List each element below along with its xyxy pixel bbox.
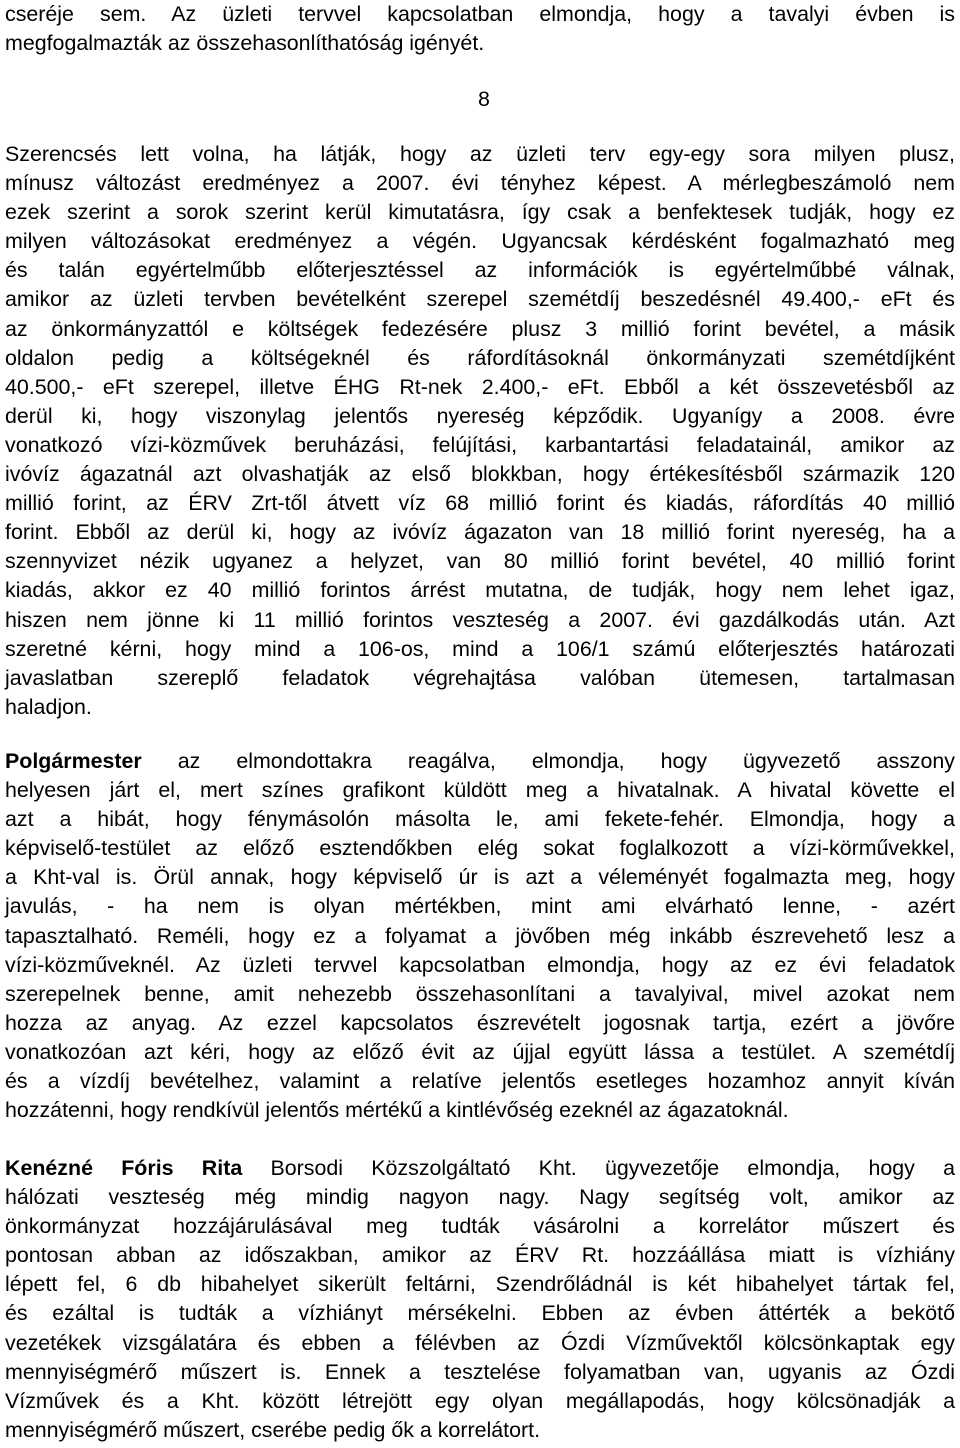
text-line: haladjon. [5,694,92,719]
text-line: mennyiségmérő műszert is. Ennek a tesztelése folyamatban van, ugyanis az Ózdi [5,1359,955,1384]
paragraph-director [5,1154,955,1445]
paragraph-intro [5,0,955,58]
text-line: oldalon pedig a költségeknél és ráfordításoknál önkormányzati szemétdíjként [5,345,955,370]
text-line: vonatkozóan azt kéri, hogy az előző évit az újjal együtt lássa a testület. A szemétdíj [5,1039,955,1064]
text-line: vízi-közműveknél. Az üzleti tervvel kapcsolatban elmondja, hogy az ez évi feladatok [5,952,955,977]
paragraph-comments [5,140,955,722]
text-line: ivóvíz ágazatnál azt olvashatják az első blokkban, hogy értékesítésből származik 120 [5,462,955,487]
text-line: hozza az anyag. Az ezzel kapcsolatos észrevételt jogosnak tartja, ezért a jövőre [5,1010,955,1035]
text-line-rest: az elmondottakra reagálva, elmondja, hogy ügyvezető asszony [141,749,955,773]
text-line: mennyiségmérő műszert, cserébe pedig ők a korrelátort. [5,1417,541,1442]
text-line: vezetékek vizsgálatára és ebben a félévben az Ózdi Vízművektől kölcsönkaptak egy [5,1330,955,1355]
text-line: 40.500,- eFt szerepel, illetve ÉHG Rt-nek 2.400,- eFt. Ebből a két összevetésből az [5,374,955,399]
text-line: helyesen járt el, mert színes grafikont küldött meg a hivatalnak. A hivatal követte el [5,778,955,803]
text-line: cseréje sem. Az üzleti tervvel kapcsolatban elmondja, hogy a tavalyi évben is [5,2,955,26]
text-line: javulás, - ha nem is olyan mértékben, mint ami elvárható lenne, - azért [5,894,955,919]
text-line-rest: Borsodi Közszolgáltató Kht. ügyvezetője elmondja, hogy a [242,1156,955,1180]
text-line: képviselő-testület az előző esztendőkben elég sokat foglalkozott a vízi-körművekkel, [5,836,955,861]
text-line: az önkormányzattól e költségek fedezésére plusz 3 millió forint bevétel, a másik [5,316,955,341]
text-line: tapasztalható. Reméli, hogy ez a folyamat a jövőben még inkább észrevehető lesz a [5,923,955,948]
text-line: azt a hibát, hogy fénymásolón másolta le, ami fekete-fehér. Elmondja, hogy a [5,807,955,832]
text-line: hálózati veszteség még mindig nagyon nagy. Nagy segítség volt, amikor az [5,1185,955,1210]
text-line: vonatkozó vízi-közművek beruházási, felújítási, karbantartási feladatainál, amikor az [5,432,955,457]
text-line: amikor az üzleti tervben bevételként szerepel szemétdíj beszedésnél 49.400,- eFt és [5,287,955,312]
text-line: kiadás, akkor ez 40 millió forintos árrést mutatna, de tudják, hogy nem lehet igaz, [5,578,955,603]
text-line: szennyvizet nézik ugyanez a helyzet, van 80 millió forint bevétel, 40 millió forint [5,549,955,574]
page-number: 8 [478,87,490,111]
text-line: megfogalmazták az összehasonlíthatóság igényét. [5,31,485,56]
speaker-name: Kenézné Fóris Rita [5,1156,243,1180]
text-line: forint. Ebből az derül ki, hogy az ivóvíz ágazaton van 18 millió forint nyereség, ha a [5,520,955,545]
text-line: a Kht-val is. Örül annak, hogy képviselő úr is azt a véleményét fogalmazta meg, hogy [5,865,955,890]
paragraph-mayor [5,747,955,1125]
text-line: szerepelnek benne, amit nehezebb összehasonlítani a tavalyival, mivel azokat nem [5,981,955,1006]
text-line [5,747,955,776]
text-line: Vízművek és a Kht. között létrejött egy olyan megállapodás, hogy kölcsönadják a [5,1388,955,1413]
text-line: milyen változásokat eredményez a végén. Ugyancsak kérdésként fogalmazható meg [5,229,955,254]
speaker-name: Polgármester [5,749,142,773]
text-line [5,1154,955,1183]
text-line: mínusz változást eredményez a 2007. évi tényhez képest. A mérlegbeszámoló nem [5,171,955,196]
text-line: ezek szerint a sorok szerint kerül kimutatásra, így csak a benfektesek tudják, hogy ez [5,200,955,225]
text-line: és ezáltal is tudták a vízhiányt mérsékelni. Ebben az évben áttérték a bekötő [5,1301,955,1326]
text-line: hiszen nem jönne ki 11 millió forintos veszteség a 2007. évi gazdálkodás után. Azt [5,607,955,632]
text-line: önkormányzat hozzájárulásával meg tudták vásárolni a korrelátor műszert és [5,1214,955,1239]
text-line: és a vízdíj bevételhez, valamint a relatíve jelentős esetleges hozamhoz annyit kíván [5,1069,955,1094]
text-line: pontosan abban az időszakban, amikor az ÉRV Rt. hozzáállása miatt is vízhiány [5,1243,955,1268]
text-line: lépett fel, 6 db hibahelyet sikerült feltárni, Szendrőládnál is két hibahelyet tártak fel, [5,1272,955,1297]
text-line: derül ki, hogy viszonylag jelentős nyereség képződik. Ugyanígy a 2008. évre [5,403,955,428]
text-line: Szerencsés lett volna, ha látják, hogy az üzleti terv egy-egy sora milyen plusz, [5,142,955,166]
text-line: millió forint, az ÉRV Zrt-től átvett víz 68 millió forint és kiadás, ráfordítás 40 millió [5,491,955,516]
text-line: javaslatban szereplő feladatok végrehajtása valóban ütemesen, tartalmasan [5,665,955,690]
text-line: hozzátenni, hogy rendkívül jelentős mértékű a kintlévőség ezeknél az ágazatoknál. [5,1098,789,1123]
text-line: és talán egyértelműbb előterjesztéssel az információk is egyértelműbbé válnak, [5,258,955,283]
text-line: szeretné kérni, hogy mind a 106-os, mind a 106/1 számú előterjesztés határozati [5,636,955,661]
